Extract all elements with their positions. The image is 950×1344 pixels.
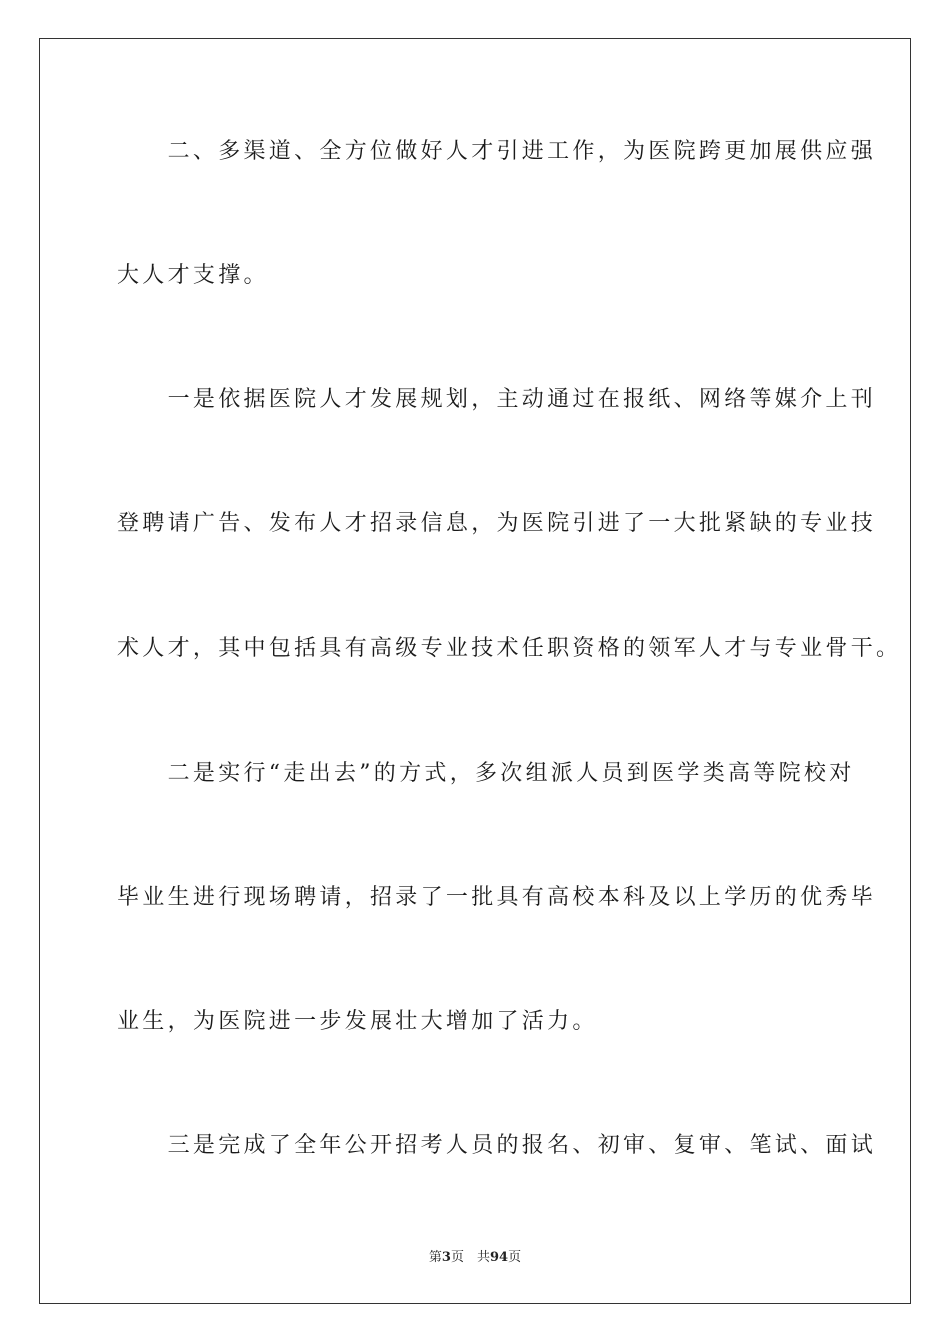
paragraph-line: 大人才支撑。 <box>117 263 269 288</box>
paragraph-line: 一是依据医院人才发展规划，主动通过在报纸、网络等媒介上刊 <box>117 387 877 412</box>
paragraph-line: 二、多渠道、全方位做好人才引进工作，为医院跨更加展供应强 <box>117 139 877 164</box>
page-footer <box>0 1246 950 1265</box>
footer-page-prefix: 第 <box>428 1250 442 1265</box>
paragraph-line: 二是实行“走出去”的方式，多次组派人员到医学类高等院校对 <box>117 761 855 786</box>
footer-current-page: 3 <box>441 1250 451 1265</box>
paragraph-line: 毕业生进行现场聘请，招录了一批具有高校本科及以上学历的优秀毕 <box>117 885 877 910</box>
footer-total-suffix: 页 <box>508 1250 522 1265</box>
paragraph-line: 登聘请广告、发布人才招录信息，为医院引进了一大批紧缺的专业技 <box>117 511 877 536</box>
footer-page-suffix: 页 共 <box>450 1250 490 1265</box>
page-border <box>39 38 911 1304</box>
paragraph-line: 术人才，其中包括具有高级专业技术任职资格的领军人才与专业骨干。 <box>117 636 902 661</box>
footer-total-pages: 94 <box>489 1250 509 1265</box>
paragraph-line: 三是完成了全年公开招考人员的报名、初审、复审、笔试、面试 <box>117 1133 877 1158</box>
paragraph-line: 业生，为医院进一步发展壮大增加了活力。 <box>117 1009 598 1034</box>
